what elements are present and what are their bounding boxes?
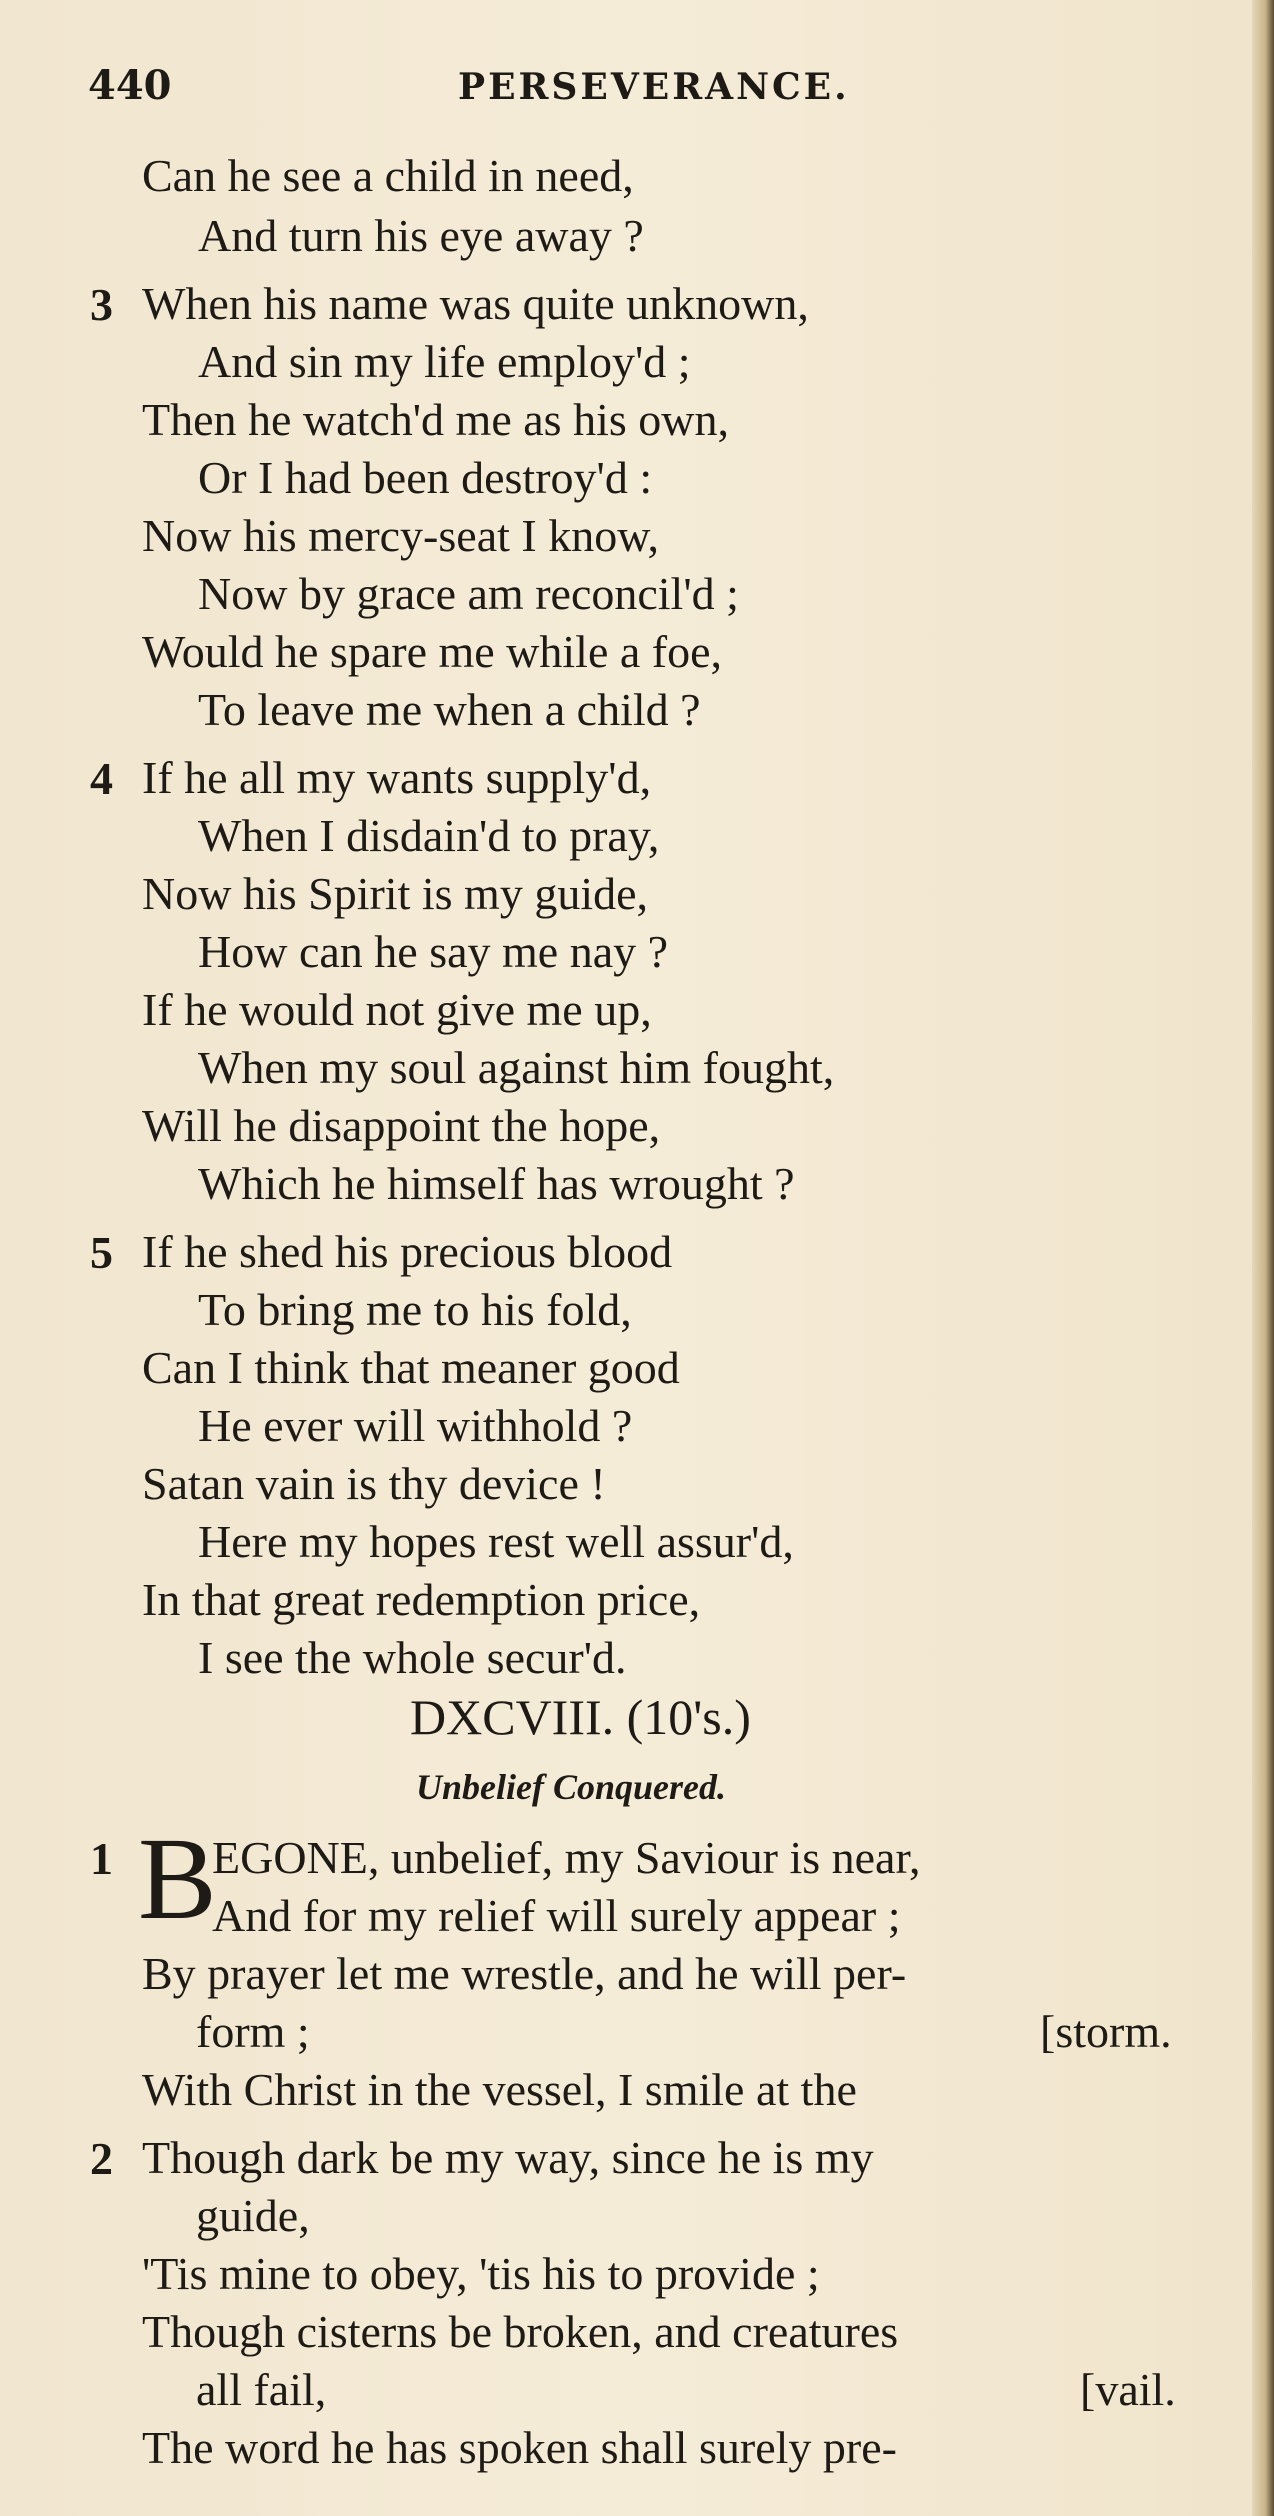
verse-line: If he all my wants supply'd, xyxy=(142,752,652,803)
verse-line: Now his Spirit is my guide, xyxy=(142,868,649,919)
page-header xyxy=(88,62,1208,132)
verse-line-turnover: [storm. xyxy=(1040,2006,1172,2057)
verse-line: How can he say me nay ? xyxy=(198,926,669,977)
hymn-title: DXCVIII. (10's.) xyxy=(410,1689,751,1745)
verse-line: By prayer let me wrestle, and he will per- xyxy=(142,1948,907,1999)
verse-line: Though dark be my way, since he is my xyxy=(142,2132,874,2183)
verse-line: He ever will withhold ? xyxy=(198,1400,633,1451)
verse-line: If he shed his precious blood xyxy=(142,1226,673,1277)
verse-line: Then he watch'd me as his own, xyxy=(142,394,729,445)
verse-line: And turn his eye away ? xyxy=(198,210,644,261)
verse-line: Here my hopes rest well assur'd, xyxy=(198,1516,794,1567)
page-number: 440 xyxy=(88,62,172,109)
page-edge xyxy=(1252,0,1274,2516)
verse-line: EGONE, unbelief, my Saviour is near, xyxy=(212,1832,921,1883)
verse-line: Would he spare me while a foe, xyxy=(142,626,723,677)
verse-line: Though cisterns be broken, and creatures xyxy=(142,2306,899,2357)
verse-line: I see the whole secur'd. xyxy=(198,1632,627,1683)
verse-line: Will he disappoint the hope, xyxy=(142,1100,661,1151)
verse-line: When I disdain'd to pray, xyxy=(198,810,660,861)
stanza-number: 1 xyxy=(90,1833,113,1884)
verse-line: When his name was quite unknown, xyxy=(142,278,809,329)
verse-line: In that great redemption price, xyxy=(142,1574,701,1625)
verse-line: Which he himself has wrought ? xyxy=(198,1158,795,1209)
verse-line: form ; xyxy=(196,2006,310,2057)
verse-line: The word he has spoken shall surely pre- xyxy=(142,2422,897,2473)
stanza-number: 3 xyxy=(90,279,113,330)
verse-line: And for my relief will surely appear ; xyxy=(212,1890,901,1941)
verse-line: With Christ in the vessel, I smile at the xyxy=(142,2064,857,2115)
verse-line: Satan vain is thy device ! xyxy=(142,1458,606,1509)
stanza-number: 2 xyxy=(90,2133,113,2184)
verse-line: Now his mercy-seat I know, xyxy=(142,510,659,561)
verse-line: Can he see a child in need, xyxy=(142,150,634,201)
verse-line: guide, xyxy=(196,2190,310,2241)
verse-line-turnover: [vail. xyxy=(1080,2364,1176,2415)
stanza-number: 4 xyxy=(90,753,113,804)
hymn-subtitle: Unbelief Conquered. xyxy=(416,1767,726,1807)
drop-cap: B xyxy=(138,1813,217,1944)
verse-line: When my soul against him fought, xyxy=(198,1042,835,1093)
verse-line: Or I had been destroy'd : xyxy=(198,452,653,503)
verse-line: If he would not give me up, xyxy=(142,984,652,1035)
running-title: PERSEVERANCE. xyxy=(458,66,850,108)
verse-line: To bring me to his fold, xyxy=(198,1284,632,1335)
verse-line: 'Tis mine to obey, 'tis his to provide ; xyxy=(142,2248,820,2299)
verse-line: And sin my life employ'd ; xyxy=(198,336,691,387)
verse-line: To leave me when a child ? xyxy=(198,684,701,735)
verse-line: Now by grace am reconcil'd ; xyxy=(198,568,739,619)
verse-line: Can I think that meaner good xyxy=(142,1342,680,1393)
verse-line: all fail, xyxy=(196,2364,327,2415)
stanza-number: 5 xyxy=(90,1227,113,1278)
